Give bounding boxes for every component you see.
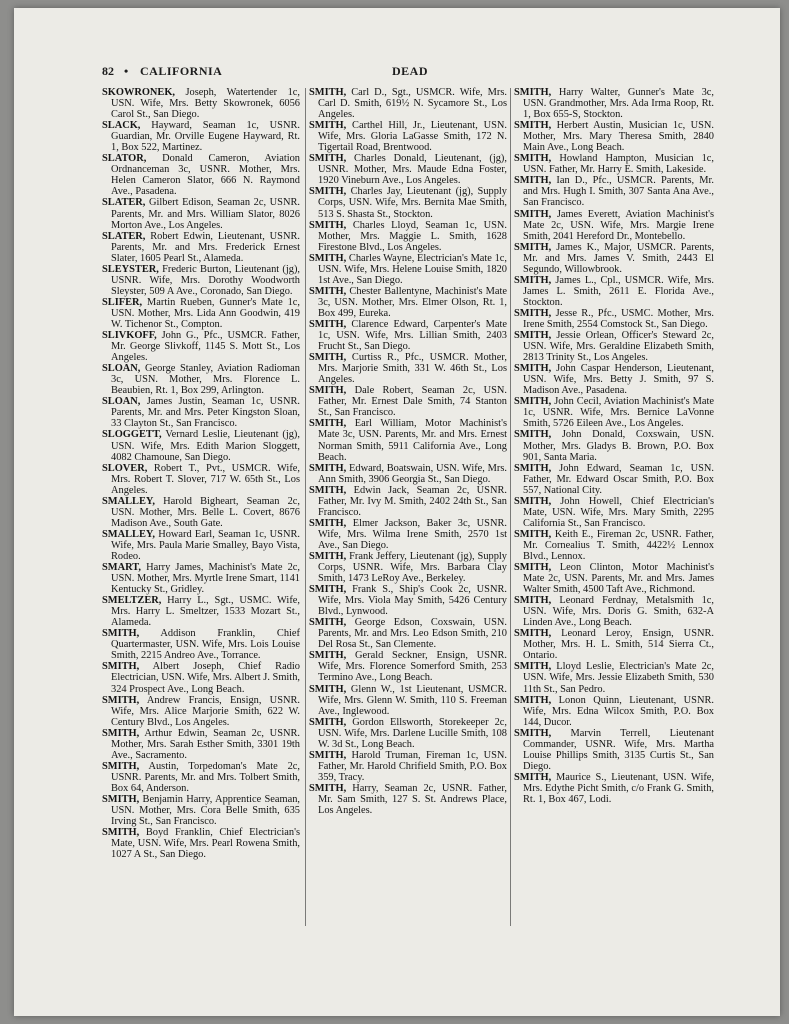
entry-details: Edward, Boatswain, USN. Wife, Mrs. Ann Smith, 3906 Georgia St., San Diego. [318,462,507,485]
surname: SMITH, [514,208,552,220]
surname: SMITH, [102,827,140,839]
surname: SMITH, [309,186,347,198]
surname: SMITH, [309,617,347,629]
page-header [102,64,734,82]
surname: SLOVER, [102,462,148,474]
entry-details: Carthel Hill, Jr., Lieutenant, USN. Wife, Mrs. Gloria LaGasse Smith, 172 N. Tigertail Road, Brentwood. [318,120,507,154]
entry-details: Carl D., Sgt., USMCR. Wife, Mrs. Carl D. Smith, 619½ N. Sycamore St., Los Angeles. [318,87,507,121]
surname: SMITH, [514,562,552,574]
entry-details: Ian D., Pfc., USMCR. Parents, Mr. and Mrs. Hugh I. Smith, 307 Santa Ana Ave., San Francisco. [523,175,714,209]
column-2 [309,87,507,816]
entry-details: Maurice S., Lieutenant, USN. Wife, Mrs. Edythe Picht Smith, c/o Frank G. Smith, Rt. 1, Box 467, Lodi. [523,771,714,805]
surname: SMITH, [309,462,347,474]
entry-details: Elmer Jackson, Baker 3c, USNR. Wife, Mrs. Wilma Irene Smith, 2570 1st Ave., San Diego. [318,517,507,551]
entry-details: Herbert Austin, Musician 1c, USN. Mother, Mrs. Mary Theresa Smith, 2840 Main Ave., Long Beach. [523,120,714,154]
column-divider [305,88,306,926]
casualty-entry [514,308,714,330]
surname: SMITH, [309,484,347,496]
surname: SLOAN, [102,363,141,375]
casualty-entry [309,650,507,683]
column-1 [102,87,300,860]
entry-details: George Edson, Coxswain, USN. Parents, Mr. and Mrs. Leo Edson Smith, 210 Del Rosa St., San Clemente. [318,617,507,651]
casualty-entry [514,496,714,529]
entry-details: James Everett, Aviation Machinist's Mate 2c, USN. Wife, Mrs. Margie Irene Smith, 2041 Hereford Dr., Montebello. [523,208,714,242]
entry-details: John Donald, Coxswain, USN. Mother, Mrs. Gladys B. Brown, P.O. Box 901, Santa Maria. [523,429,714,463]
entry-details: Harry, Seaman 2c, USNR. Father, Mr. Sam Smith, 127 S. St. Andrews Place, Los Angeles. [318,782,507,817]
casualty-entry [102,231,300,264]
casualty-entry [514,175,714,208]
entry-details: Andrew Francis, Ensign, USNR. Wife, Mrs. Alice Marjorie Smith, 622 W. Century Blvd., Los Angeles. [111,694,300,728]
casualty-entry [102,695,300,728]
surname: SMITH, [514,495,552,507]
surname: SLEYSTER, [102,263,159,275]
entry-details: Frank Jeffery, Lieutenant (jg), Supply Corps, USNR. Wife, Mrs. Barbara Clay Smith, 1473 LeRoy Ave., Berkeley. [318,550,507,585]
surname: SMITH, [309,153,347,165]
surname: SMITH, [514,661,552,673]
casualty-entry [309,551,507,584]
casualty-entry [514,529,714,562]
state-heading: CALIFORNIA [140,64,223,78]
entry-details: Hayward, Seaman 1c, USNR. Guardian, Mr. Orville Eugene Hayward, Rt. 1, Box 522, Martinez. [111,120,300,154]
casualty-entry [102,463,300,496]
surname: SMITH, [309,252,347,264]
entry-details: Glenn W., 1st Lieutenant, USMCR. Wife, Mrs. Glenn W. Smith, 110 S. Freeman Ave., Inglewood. [318,683,507,717]
casualty-entry [309,186,507,219]
surname: SLATER, [102,230,146,242]
surname: SMITH, [514,528,552,540]
casualty-entry [102,496,300,529]
casualty-entry [102,363,300,396]
surname: SMITH, [309,550,347,562]
entry-details: Jessie Orlean, Officer's Steward 2c, USN. Wife, Mrs. Geraldine Elizabeth Smith, 2813 Trinity St., Los Angeles. [523,330,714,364]
surname: SMITH, [514,595,552,607]
entry-details: Lonon Quinn, Lieutenant, USNR. Wife, Mrs. Edna Wilcox Smith, P.O. Box 144, Ducor. [523,694,714,728]
casualty-entry [514,87,714,120]
surname: SMITH, [514,87,552,98]
casualty-entry [514,595,714,628]
surname: SLIVKOFF, [102,330,157,342]
surname: SMALLEY, [102,528,156,540]
casualty-entry [102,761,300,794]
casualty-entry [309,220,507,253]
casualty-entry [514,363,714,396]
entry-details: Dale Robert, Seaman 2c, USN. Father, Mr. Ernest Dale Smith, 74 Stanton St., San Francisco. [318,385,507,419]
casualty-entry [102,827,300,860]
casualty-entry [309,463,507,485]
surname: SMALLEY, [102,495,156,507]
surname: SMITH, [102,694,140,706]
casualty-entry [309,418,507,462]
casualty-entry [514,275,714,308]
entry-details: Albert Joseph, Chief Radio Electrician, USN. Wife, Mrs. Albert J. Smith, 324 Prospect Ave., Long Beach. [111,661,300,695]
casualty-entry [514,429,714,462]
surname: SMITH, [309,418,347,430]
entry-details: Robert T., Pvt., USMCR. Wife, Mrs. Robert T. Slover, 717 W. 65th St., Los Angeles. [111,462,300,496]
surname: SMITH, [514,363,552,375]
entry-details: Earl William, Motor Machinist's Mate 3c, USN. Parents, Mr. and Mrs. Ernest Norman Smith, 5911 California Ave., Long Beach. [318,418,507,463]
entry-details: George Stanley, Aviation Radioman 3c, USN. Mother, Mrs. Florence L. Beaubien, Rt. 1, Box 299, Arlington. [111,363,300,397]
casualty-entry [102,297,300,330]
entry-details: Leon Clinton, Motor Machinist's Mate 2c, USN. Parents, Mr. and Mrs. James Walter Smith, 4500 Taft Ave., Richmond. [523,562,714,596]
entry-details: Harold Truman, Fireman 1c, USN. Father, Mr. Harold Chrifield Smith, P.O. Box 359, Tracy. [318,749,507,783]
entry-details: Austin, Torpedoman's Mate 2c, USNR. Parents, Mr. and Mrs. Tolbert Smith, Box 64, Anderson. [111,760,300,794]
entry-details: Robert Edwin, Lieutenant, USNR. Parents, Mr. and Mrs. Frederick Ernest Slater, 1605 Pearl St., Alameda. [111,230,300,264]
surname: SMITH, [102,760,140,772]
casualty-entry [309,253,507,286]
casualty-entry [514,209,714,242]
entry-details: Frederic Burton, Lieutenant (jg), USNR. Wife, Mrs. Dorothy Woodworth Sleyster, 509 A Ave., Coronado, San Diego. [111,263,300,297]
page-number: 82 [102,64,114,78]
surname: SMITH, [102,727,140,739]
surname: SMITH, [309,352,347,364]
entry-details: Howland Hampton, Musician 1c, USN. Father, Mr. Harry E. Smith, Lakeside. [523,153,714,176]
surname: SMITH, [309,517,347,529]
entry-details: James K., Major, USMCR. Parents, Mr. and Mrs. James V. Smith, 2443 El Segundo, Willowbrook. [523,241,714,275]
surname: SLOGGETT, [102,429,162,441]
surname: SMITH, [309,782,347,794]
casualty-entry [309,584,507,617]
casualty-entry [102,264,300,297]
surname: SMELTZER, [102,595,162,607]
entry-details: Chester Ballentyne, Machinist's Mate 3c, USN. Mother, Mrs. Elmer Olson, Rt. 1, Box 499, Eureka. [318,285,507,319]
surname: SMITH, [102,628,140,640]
casualty-entry [309,319,507,352]
section-heading: DEAD [392,64,429,78]
entry-details: Harry L., Sgt., USMC. Wife, Mrs. Harry L. Smeltzer, 1533 Mozart St., Alameda. [111,595,300,629]
surname: SMITH, [309,219,347,231]
surname: SLATOR, [102,153,147,165]
surname: SMITH, [514,274,552,286]
entry-details: Donald Cameron, Aviation Ordnanceman 3c, USNR. Mother, Mrs. Helen Cameron Slator, 666 N. Raymond Ave., Pasadena. [111,153,300,198]
surname: SMITH, [514,307,552,319]
entry-details: Leonard Ferdnay, Metalsmith 1c, USN. Wife, Mrs. Doris G. Smith, 632-A Linden Ave., Long Beach. [523,595,714,629]
surname: SMITH, [514,429,552,441]
casualty-entry [309,750,507,783]
casualty-entry [514,661,714,694]
casualty-entry [514,396,714,429]
casualty-entry [309,518,507,551]
casualty-entry [514,728,714,772]
entry-details: Harold Bigheart, Seaman 2c, USN. Mother, Mrs. Belle L. Covert, 8676 Madison Ave., South Gate. [111,495,300,529]
casualty-entry [102,396,300,429]
surname: SMART, [102,562,141,574]
surname: SMITH, [514,153,552,165]
surname: SMITH, [514,175,552,187]
casualty-entry [514,120,714,153]
entry-details: John G., Pfc., USMCR. Father, Mr. George Slivkoff, 1145 S. Mott St., Los Angeles. [111,330,300,364]
surname: SMITH, [102,794,140,805]
casualty-entry [514,153,714,175]
surname: SMITH, [514,396,552,408]
casualty-entry [102,794,300,827]
entry-details: John Howell, Chief Electrician's Mate, USN. Wife, Mrs. Mary Smith, 2295 California St., San Francisco. [523,495,714,529]
casualty-entry [309,385,507,418]
casualty-entry [309,717,507,750]
column-3 [514,87,714,805]
casualty-entry [309,617,507,650]
entry-details: Gilbert Edison, Seaman 2c, USNR. Parents, Mr. and Mrs. William Slator, 8026 Morton Ave., Los Angeles. [111,197,300,231]
casualty-entry [102,197,300,230]
casualty-entry [102,595,300,628]
surname: SMITH, [514,462,552,474]
document-page [14,8,780,1016]
entry-details: Keith E., Fireman 2c, USNR. Father, Mr. Cornealius T. Smith, 4422½ Lennox Blvd., Lennox. [523,528,714,562]
entry-details: Howard Earl, Seaman 1c, USNR. Wife, Mrs. Paula Marie Smalley, Bayo Vista, Rodeo. [111,528,300,562]
entry-details: Vernard Leslie, Lieutenant (jg), USN. Wife, Mrs. Edith Marion Sloggett, 4082 Chamoune, San Diego. [111,429,300,463]
entry-details: Edwin Jack, Seaman 2c, USNR. Father, Mr. Ivy M. Smith, 2402 24th St., San Francisco. [318,484,507,518]
surname: SLACK, [102,120,141,132]
surname: SMITH, [309,120,347,132]
surname: SMITH, [309,87,347,98]
entry-details: Lloyd Leslie, Electrician's Mate 2c, USN. Wife, Mrs. Jessie Elizabeth Smith, 530 11th St., San Pedro. [523,661,714,695]
entry-details: James Justin, Seaman 1c, USNR. Parents, Mr. and Mrs. Peter Kingston Sloan, 33 Clayton St., San Francisco. [111,396,300,430]
entry-details: Marvin Terrell, Lieutenant Commander, USNR. Wife, Mrs. Martha Louise Phillips Smith, 3135 Curtis St., San Diego. [523,727,714,772]
entry-details: Leonard Leroy, Ensign, USNR. Mother, Mrs. H. L. Smith, 514 Sierra Ct., Ontario. [523,628,714,662]
casualty-entry [514,463,714,496]
entry-details: Joseph, Watertender 1c, USN. Wife, Mrs. Betty Skowronek, 6056 Carol St., San Diego. [111,87,300,121]
casualty-entry [309,153,507,186]
casualty-entry [514,628,714,661]
casualty-entry [514,242,714,275]
surname: SMITH, [514,771,552,783]
entry-details: Harry Walter, Gunner's Mate 3c, USN. Grandmother, Mrs. Ada Irma Roop, Rt. 1, Box 655-S, Stockton. [523,87,714,121]
casualty-entry [102,628,300,661]
casualty-entry [102,728,300,761]
entry-details: Charles Wayne, Electrician's Mate 1c, USN. Wife, Mrs. Helene Louise Smith, 1820 1st Ave., San Diego. [318,252,507,286]
casualty-entry [309,87,507,120]
casualty-entry [102,330,300,363]
header-bullet: • [124,64,129,78]
casualty-entry [102,429,300,462]
casualty-entry [102,562,300,595]
column-divider [510,88,511,926]
surname: SMITH, [309,285,347,297]
surname: SMITH, [309,318,347,330]
casualty-entry [514,330,714,363]
entry-details: Jesse R., Pfc., USMC. Mother, Mrs. Irene Smith, 2554 Comstock St., San Diego. [523,307,714,330]
surname: SMITH, [514,694,552,706]
surname: SLIFER, [102,296,143,308]
casualty-entry [309,684,507,717]
entry-details: John Edward, Seaman 1c, USN. Father, Mr. Edward Oscar Smith, P.O. Box 557, National City. [523,462,714,496]
entry-details: James L., Cpl., USMCR. Wife, Mrs. James L. Smith, 2611 E. Florida Ave., Stockton. [523,274,714,308]
surname: SMITH, [102,661,140,673]
entry-details: Charles Donald, Lieutenant, (jg), USNR. Mother, Mrs. Maude Edna Foster, 1920 Vineburn Ave., Los Angeles. [318,153,507,187]
entry-details: Clarence Edward, Carpenter's Mate 1c, USN. Wife, Mrs. Lillian Smith, 2403 Frucht St., San Diego. [318,318,507,353]
entry-details: Harry James, Machinist's Mate 2c, USN. Mother, Mrs. Myrtle Irene Smart, 1141 Kentucky St., Gridley. [111,562,300,596]
entry-details: Gordon Ellsworth, Storekeeper 2c, USN. Wife, Mrs. Darlene Lucille Smith, 108 W. 3d St., Long Beach. [318,716,507,750]
casualty-entry [309,485,507,518]
casualty-entry [102,153,300,197]
entry-details: John Cecil, Aviation Machinist's Mate 1c, USNR. Wife, Mrs. Bernice LaVonne Smith, 5726 Eileen Ave., Los Angeles. [523,396,714,430]
casualty-entry [514,562,714,595]
entry-details: Frank S., Ship's Cook 2c, USNR. Wife, Mrs. Viola May Smith, 5426 Century Blvd., Lynwood. [318,584,507,618]
casualty-entry [309,286,507,319]
casualty-entry [102,87,300,120]
casualty-entry [102,120,300,153]
casualty-entry [102,661,300,694]
surname: SMITH, [514,628,552,640]
surname: SMITH, [309,683,347,695]
casualty-entry [102,529,300,562]
casualty-entry [309,783,507,816]
entry-details: Curtiss R., Pfc., USMCR. Mother, Mrs. Marjorie Smith, 331 W. 46th St., Los Angeles. [318,352,507,386]
entry-details: Benjamin Harry, Apprentice Seaman, USN. Mother, Mrs. Cora Belle Smith, 635 Irving St., San Francisco. [111,794,300,828]
surname: SLATER, [102,197,146,209]
surname: SMITH, [309,385,347,397]
surname: SKOWRONEK, [102,87,176,98]
casualty-entry [309,120,507,153]
entry-details: Martin Rueben, Gunner's Mate 1c, USN. Mother, Mrs. Lida Ann Goodwin, 419 W. Tichenor St., Compton. [111,296,300,330]
surname: SMITH, [514,727,552,739]
entry-details: Boyd Franklin, Chief Electrician's Mate, USN. Wife, Mrs. Pearl Rowena Smith, 1027 A St., San Diego. [111,827,300,861]
surname: SMITH, [309,584,347,596]
casualty-entry [309,352,507,385]
surname: SMITH, [309,650,347,662]
casualty-entry [514,772,714,805]
entry-details: Charles Jay, Lieutenant (jg), Supply Corps, USN. Wife, Mrs. Bernita Mae Smith, 513 S. Shasta St., Stockton. [318,186,507,220]
entry-details: Gerald Seckner, Ensign, USNR. Wife, Mrs. Florence Somerford Smith, 253 Termino Ave., Long Beach. [318,650,507,684]
surname: SLOAN, [102,396,141,408]
entry-details: Arthur Edwin, Seaman 2c, USNR. Mother, Mrs. Sarah Esther Smith, 3301 19th Ave., Sacramento. [111,727,300,761]
entry-details: Charles Lloyd, Seaman 1c, USN. Mother, Mrs. Maggie L. Smith, 1628 Firestone Blvd., Los Angeles. [318,219,507,253]
casualty-entry [514,695,714,728]
surname: SMITH, [514,241,552,253]
surname: SMITH, [309,716,347,728]
surname: SMITH, [514,120,552,132]
entry-details: John Caspar Henderson, Lieutenant, USN. Wife, Mrs. Betty J. Smith, 97 S. Madison Ave., Pasadena. [523,363,714,397]
surname: SMITH, [514,330,552,342]
surname: SMITH, [309,749,347,761]
entry-details: Addison Franklin, Chief Quartermaster, USN. Wife, Mrs. Lois Louise Smith, 2215 Andreo Ave., Torrance. [111,628,300,662]
